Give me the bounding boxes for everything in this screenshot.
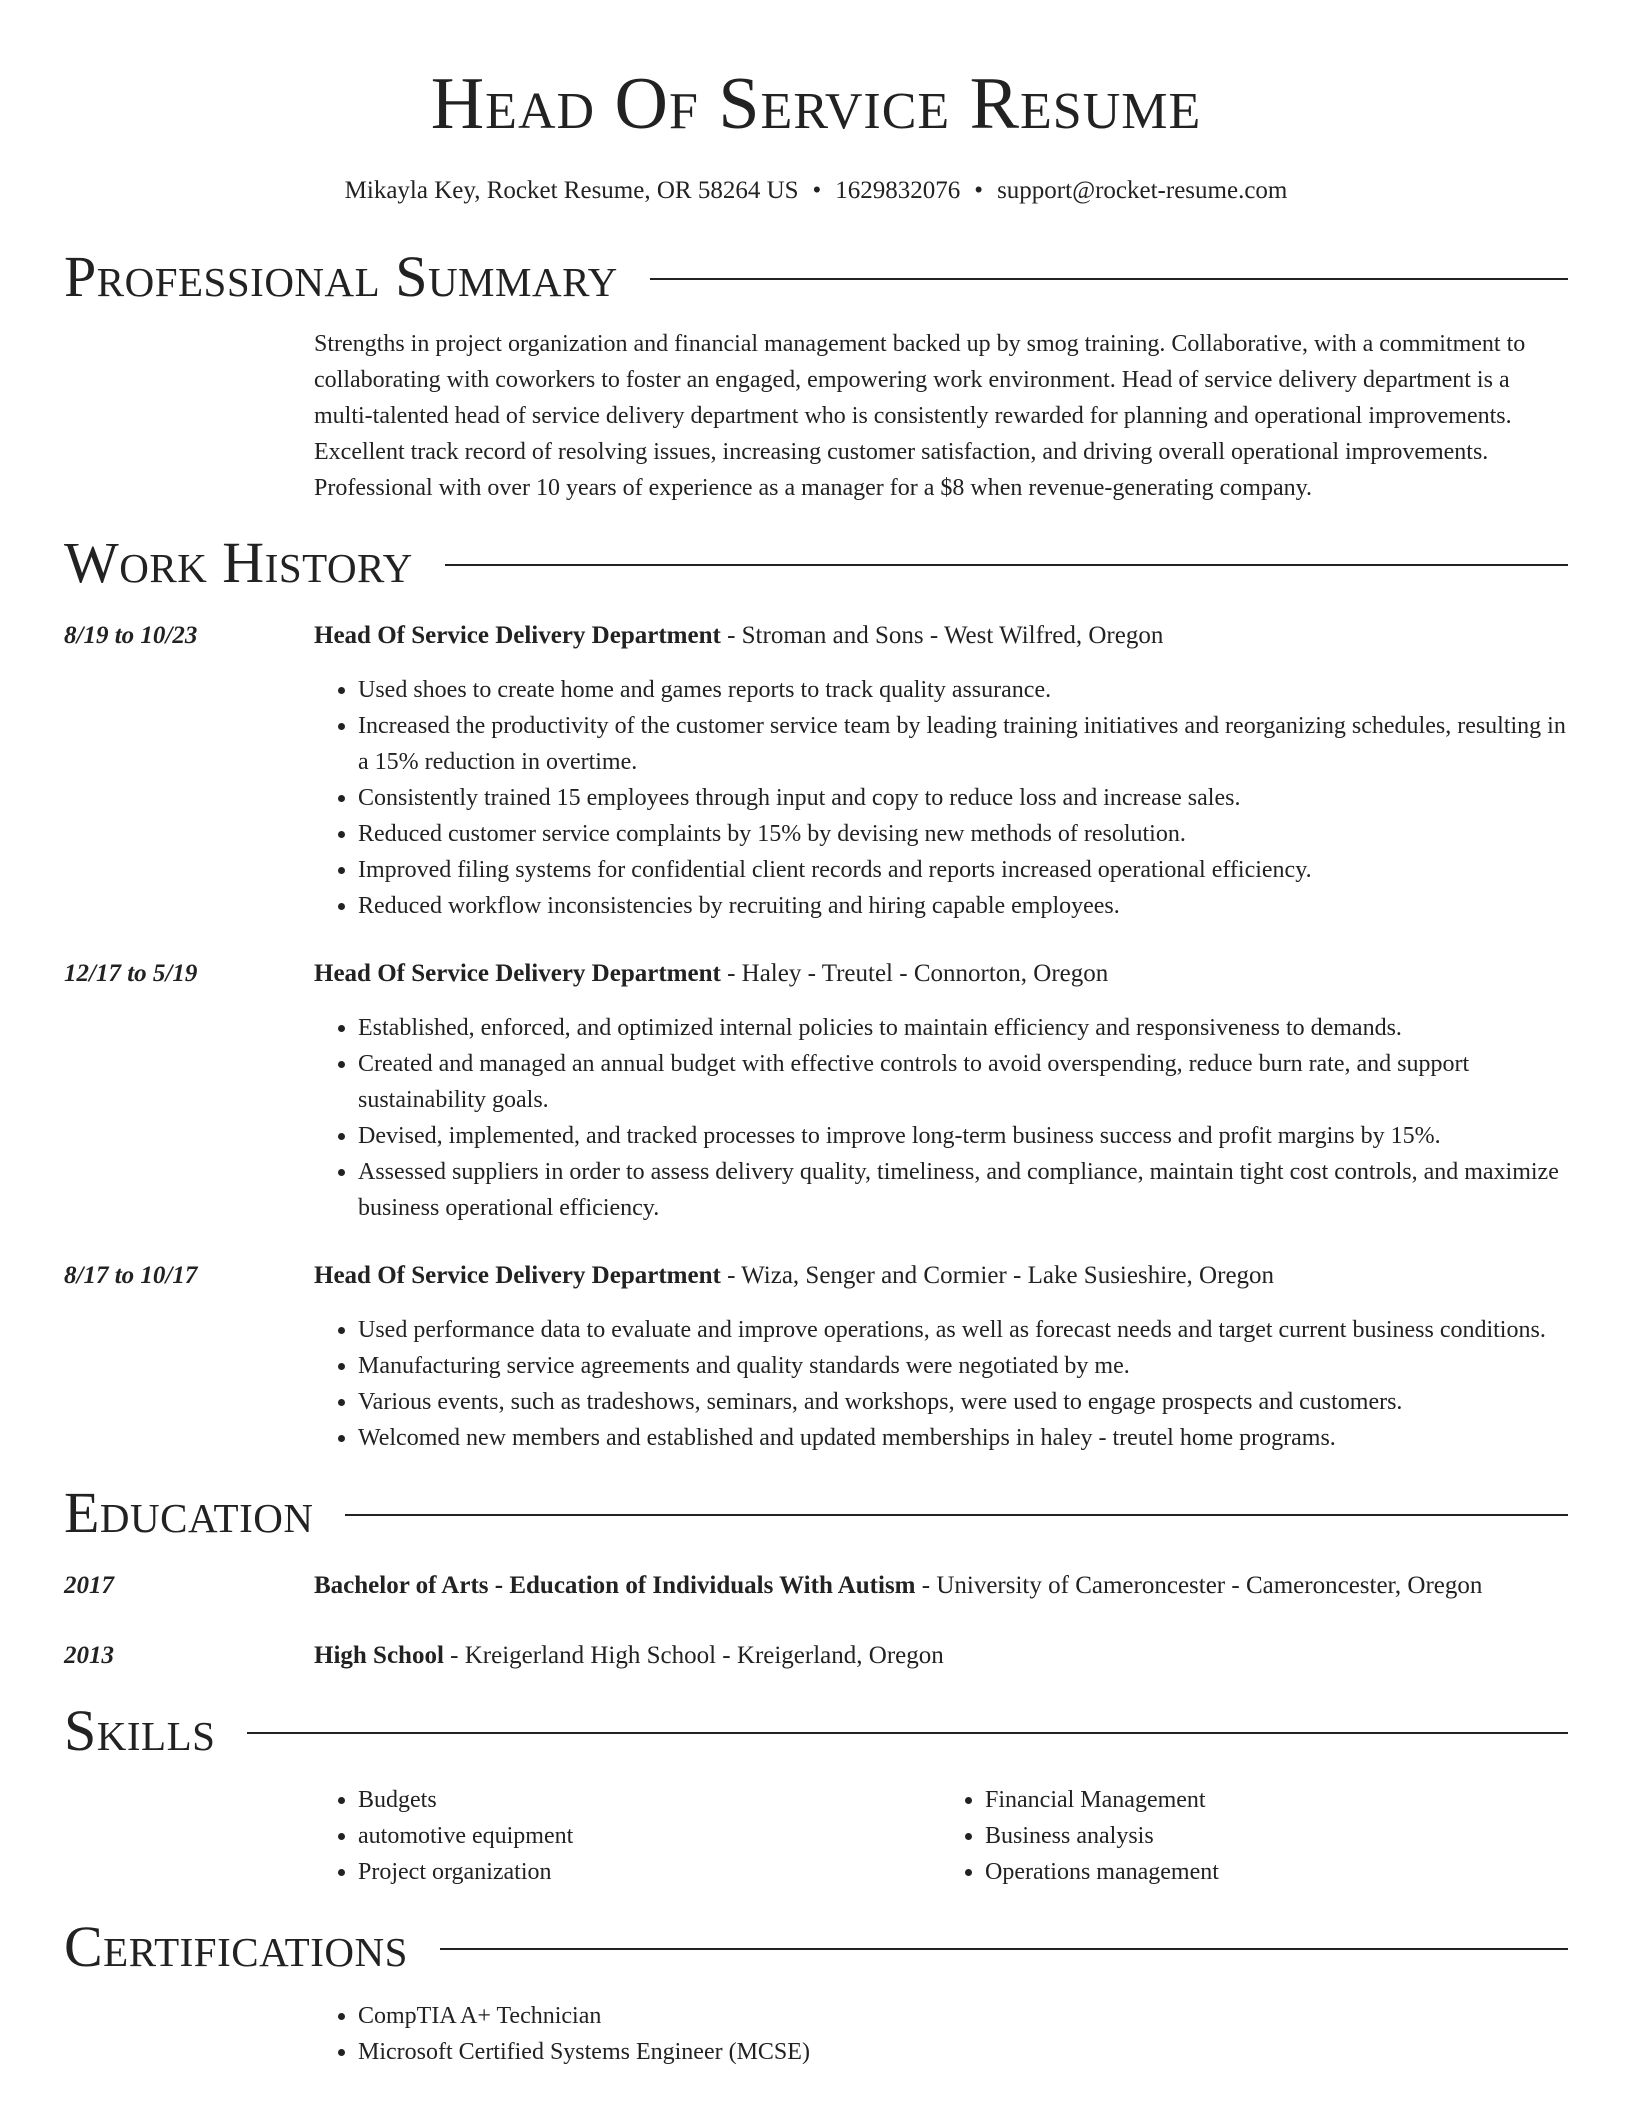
list-item: • Reduced workflow inconsistencies by recruiting and hiring capable employees. [358,888,1568,924]
section-divider [650,278,1568,280]
certifications-content [314,1998,1568,2070]
education-degree: High School [314,1642,444,1669]
job-dates: 8/17 to 10/17 [64,1262,198,1289]
list-item: • Devised, implemented, and tracked processes to improve long-term business success and profit margins by 15%. [358,1118,1568,1154]
contact-separator: • [974,177,984,204]
skills-grid [314,1782,1568,1890]
job-bullets [314,1312,1568,1456]
education-entry [64,1568,1568,1604]
job-details [314,618,1568,924]
section-header-skills [64,1696,1568,1766]
job-bullets [314,672,1568,924]
list-item: • Financial Management [985,1782,1568,1818]
education-details [314,1638,1568,1674]
job-heading [314,956,1568,992]
section-title: Professional Summary [64,244,618,309]
contact-line [64,174,1568,208]
skills-content [314,1766,1568,1890]
education-year: 2013 [64,1642,114,1669]
section-divider [445,564,1568,566]
job-employer: - Wiza, Senger and Cormier - Lake Susieshire, Oregon [720,1262,1275,1289]
section-title: Skills [64,1698,216,1763]
list-item: • Created and managed an annual budget with effective controls to avoid overspending, reduce burn rate, and support sustainability goals. [358,1046,1568,1118]
section-divider [345,1514,1568,1516]
education-details [314,1568,1568,1604]
list-item: • Reduced customer service complaints by 15% by devising new methods of resolution. [358,816,1568,852]
date-column-spacer [64,1982,314,2070]
skills-list-left [314,1782,941,1890]
education-entry [64,1638,1568,1674]
list-item: • Used performance data to evaluate and improve operations, as well as forecast needs and target current business conditions. [358,1312,1568,1348]
date-column-spacer [64,1766,314,1890]
contact-email: support@rocket-resume.com [997,177,1288,204]
list-item: • CompTIA A+ Technician [358,1998,1568,2034]
section-divider [440,1948,1568,1950]
list-item: • Consistently trained 15 employees through input and copy to reduce loss and increase sales. [358,780,1568,816]
section-header-work-history [64,528,1568,598]
resume-title: Head Of Service Resume [430,63,1202,145]
job-entry [64,956,1568,1226]
job-title: Head Of Service Delivery Department [314,1262,721,1289]
job-dates: 12/17 to 5/19 [64,960,198,987]
section-title: Education [64,1480,314,1545]
summary-row [64,326,1568,506]
job-title: Head Of Service Delivery Department [314,622,721,649]
section-header-education [64,1478,1568,1548]
job-heading [314,1258,1568,1294]
job-entry [64,618,1568,924]
job-details [314,956,1568,1226]
resume-page [64,0,1568,2070]
list-item: • Microsoft Certified Systems Engineer (MCSE) [358,2034,1568,2070]
job-employer: - Haley - Treutel - Connorton, Oregon [720,960,1109,987]
section-divider [247,1732,1568,1734]
job-dates: 8/19 to 10/23 [64,622,198,649]
job-title: Head Of Service Delivery Department [314,960,721,987]
list-item: • Welcomed new members and established and updated memberships in haley - treutel home programs. [358,1420,1568,1456]
summary-text: Strengths in project organization and financial management backed up by smog training. Collaborative, with a commitment to collaborating with coworkers to foster an engaged, empowering work environment. Head of service delivery department is a multi-talented head of service delivery department who is consistently rewarded for planning and operational improvements. Excellent track record of resolving issues, increasing customer satisfaction, and driving overall operational improvements. Professional with over 10 years of experience as a manager for a $8 when revenue-generating company. [314,331,1526,501]
list-item: • Budgets [358,1782,941,1818]
contact-phone: 1629832076 [835,177,961,204]
list-item: • Project organization [358,1854,941,1890]
job-employer: - Stroman and Sons - West Wilfred, Oregon [720,622,1164,649]
certifications-list [314,1998,1568,2070]
education-school: - University of Cameroncester - Cameroncester, Oregon [915,1572,1483,1599]
list-item: • automotive equipment [358,1818,941,1854]
list-item: • Operations management [985,1854,1568,1890]
list-item: • Various events, such as tradeshows, seminars, and workshops, were used to engage prospects and customers. [358,1384,1568,1420]
skills-list-right [941,1782,1568,1890]
education-year: 2017 [64,1572,114,1599]
contact-address: Mikayla Key, Rocket Resume, OR 58264 US [344,177,799,204]
list-item: • Used shoes to create home and games reports to track quality assurance. [358,672,1568,708]
list-item: • Business analysis [985,1818,1568,1854]
section-title: Certifications [64,1914,408,1979]
job-bullets [314,1010,1568,1226]
education-school: - Kreigerland High School - Kreigerland, Oregon [443,1642,944,1669]
skills-row [64,1766,1568,1890]
job-details [314,1258,1568,1456]
section-header-certifications [64,1912,1568,1982]
education-degree: Bachelor of Arts - Education of Individuals With Autism [314,1572,916,1599]
section-header-summary [64,242,1568,312]
section-title: Work History [64,530,413,595]
certifications-row [64,1982,1568,2070]
work-history-list [64,618,1568,1456]
date-column-spacer [64,326,314,506]
job-entry [64,1258,1568,1456]
contact-separator: • [812,177,822,204]
job-heading [314,618,1568,654]
list-item: • Improved filing systems for confidential client records and reports increased operational efficiency. [358,852,1568,888]
list-item: • Manufacturing service agreements and quality standards were negotiated by me. [358,1348,1568,1384]
list-item: • Established, enforced, and optimized internal policies to maintain efficiency and responsiveness to demands. [358,1010,1568,1046]
list-item: • Increased the productivity of the customer service team by leading training initiatives and reorganizing schedules, resulting in a 15% reduction in overtime. [358,708,1568,780]
list-item: • Assessed suppliers in order to assess delivery quality, timeliness, and compliance, maintain tight cost controls, and maximize business operational efficiency. [358,1154,1568,1226]
